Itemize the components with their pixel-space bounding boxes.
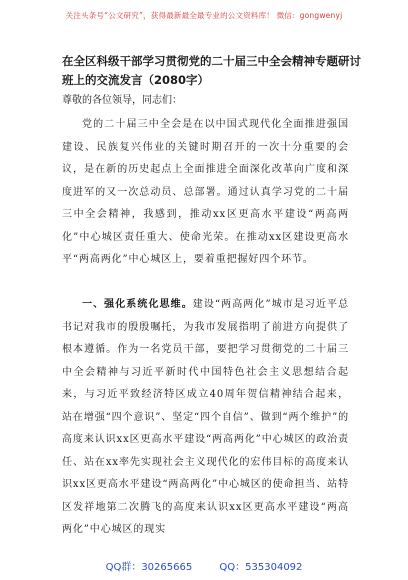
- section-one-heading: 一、强化系统化思维。: [82, 299, 193, 310]
- section-one-text: 建设“两高两化”城市是习近平总书记对我市的殷殷嘱托，为我市发展指明了前进方向提供了根本遵循。作为一名党员干部，要把学习贯彻党的二十届三中全会精神与习近平新时代中国特色社会主义思想结合起来，与习近平致经济特区成立40周年贺信精神结合起来，站在增强“四个意识”、坚定“四个自信”、做到“两个维护”的高度来认识xx区更高水平建设“两高两化”中心城区的政治责任、站在xx率先实现社会主义现代化的宏伟目标的高度来认识xx区更高水平建设“两高两化”中心城区的使命担当、站特区发祥地第二次腾飞的高度来认识xx区更高水平建设“两高两化”中心城区的现实: [62, 299, 349, 535]
- footer-contact: [0, 558, 408, 573]
- document-title: 在全区科级干部学习贯彻党的二十届三中全会精神专题研讨班上的交流发言（2080字）: [62, 54, 361, 87]
- section-one-paragraph: [62, 294, 349, 542]
- footer-qq: QQ：535304092: [219, 562, 303, 573]
- header-banner: 关注头条号“公文研究”，获得最新最全最专业的公文资料库！ 微信：gongwenyj: [65, 11, 343, 20]
- footer-qq-group: QQ群：30265665: [105, 562, 193, 573]
- intro-paragraph: 党的二十届三中全会是在以中国式现代化全面推进强国建设、民族复兴伟业的关键时期召开的一次十分重要的会议，是在新的历史起点上全面推进全面深化改革向广度和深度进军的又一次总动员、总部署。通过认真学习党的二十届三中全会精神，我感到，推动xx区更高水平建设“两高两化”中心城区责任重大、使命光荣。在推动xx区建设更高水平“两高两化”中心城区上，要着重把握好四个环节。: [62, 119, 349, 265]
- salutation: 尊敬的各位领导，同志们：: [62, 95, 182, 106]
